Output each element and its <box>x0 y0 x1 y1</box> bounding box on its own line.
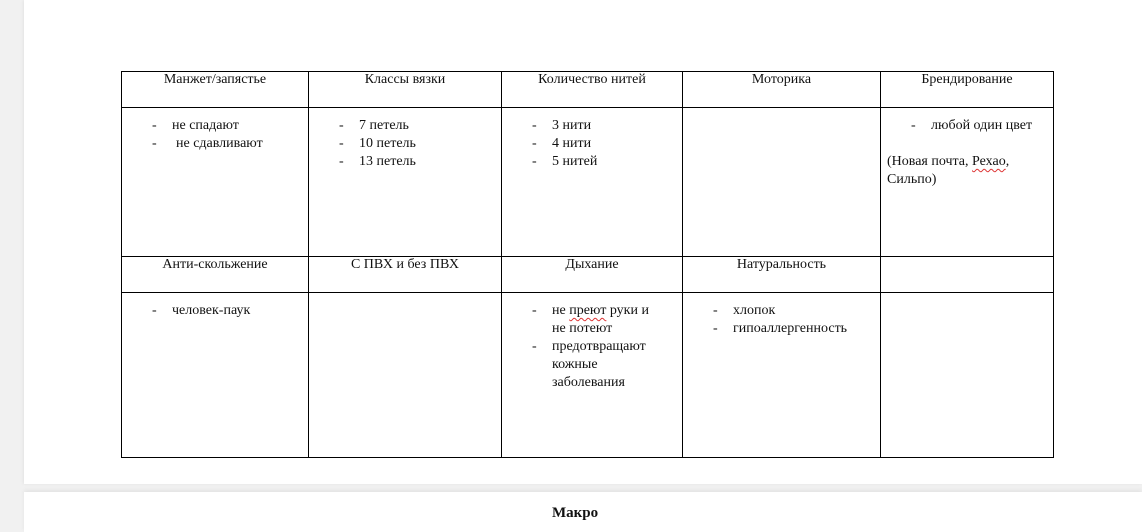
header-cell-anti-slip: Анти-скольжение <box>122 257 309 293</box>
natural-list <box>683 293 880 338</box>
threads-list <box>502 108 682 171</box>
cell-empty <box>881 293 1054 458</box>
cell-knit-class <box>309 108 502 257</box>
header-cell-naturalness: Натуральность <box>683 257 881 293</box>
cell-naturalness <box>683 293 881 458</box>
header-cell-motor-skills: Моторика <box>683 72 881 108</box>
header-cell-breathing: Дыхание <box>502 257 683 293</box>
list-item: - 13 петель <box>309 153 501 171</box>
cell-thread-count <box>502 108 683 257</box>
header-cell-branding: Брендирование <box>881 72 1054 108</box>
list-item: - не спадают <box>122 117 308 135</box>
list-item: - 4 нити <box>502 135 682 153</box>
cell-branding <box>881 108 1054 257</box>
table-header-row <box>122 72 1054 108</box>
table-row <box>122 108 1054 257</box>
branding-note-text: (Новая почта, <box>887 154 973 169</box>
list-item: - человек-паук <box>122 302 308 320</box>
list-item: - 10 петель <box>309 135 501 153</box>
branding-note <box>881 153 1053 189</box>
list-item: - хлопок <box>683 302 880 320</box>
list-item: - предотвращают кожные заболевания <box>502 338 682 392</box>
header-cell-pvc: С ПВХ и без ПВХ <box>309 257 502 293</box>
cell-cuff <box>122 108 309 257</box>
list-item-text: руки и не потеют <box>552 303 649 336</box>
branding-list <box>881 108 1053 135</box>
header-cell-knit-class: Классы вязки <box>309 72 502 108</box>
next-page-heading: Макро <box>552 505 599 521</box>
cuff-list <box>122 108 308 153</box>
next-document-page <box>24 492 1142 532</box>
feature-table <box>121 71 1054 458</box>
breathing-list <box>502 293 682 392</box>
knit-list <box>309 108 501 171</box>
list-item-text: не <box>552 303 570 318</box>
antislip-list <box>122 293 308 320</box>
list-item <box>502 302 682 338</box>
header-cell-cuff: Манжет/запястье <box>122 72 309 108</box>
branding-note-text: , Сильпо) <box>887 154 1010 187</box>
cell-breathing <box>502 293 683 458</box>
cell-pvc <box>309 293 502 458</box>
header-cell-empty <box>881 257 1054 293</box>
list-item: - гипоаллергенность <box>683 320 880 338</box>
cell-motor-skills <box>683 108 881 257</box>
list-item: - не сдавливают <box>122 135 308 153</box>
branding-note-brand: Рехао <box>972 154 1006 169</box>
list-item: - 5 нитей <box>502 153 682 171</box>
list-item: - 3 нити <box>502 117 682 135</box>
list-item: - 7 петель <box>309 117 501 135</box>
cell-anti-slip <box>122 293 309 458</box>
list-item-spell-word: преют <box>569 303 607 318</box>
document-page <box>24 0 1142 484</box>
table-header-row <box>122 257 1054 293</box>
table-row <box>122 293 1054 458</box>
header-cell-thread-count: Количество нитей <box>502 72 683 108</box>
list-item: - любой один цвет <box>881 117 1053 135</box>
